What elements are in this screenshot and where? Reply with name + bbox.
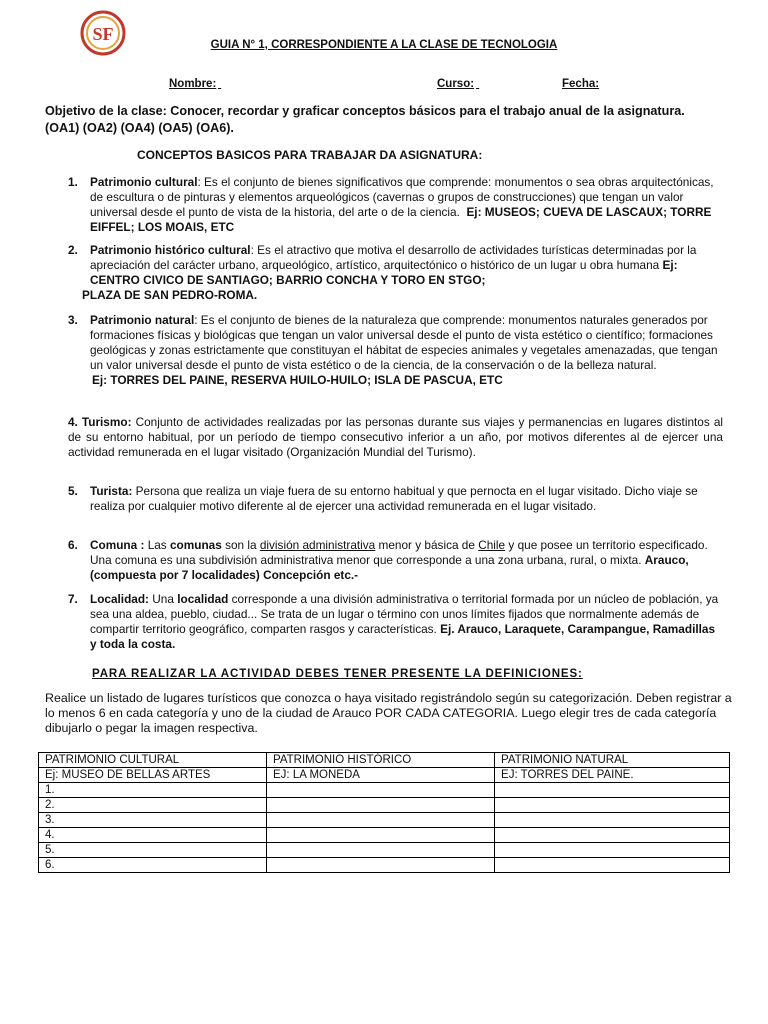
activity-instructions: Realice un listado de lugares turísticos que conozca o haya visitado registrándolo según su categorización. Deben registrar a lo menos 6 en cada categoría y uno de la ciudad de Arauco POR CADA CATEGORIA. Luego elegir tres de cada categoría dibujarlo o pegar la imagen respectiva.	[45, 691, 732, 735]
logo-text: SF	[92, 24, 114, 44]
table-cell[interactable]	[267, 783, 495, 798]
table-row	[39, 858, 730, 873]
concept-item-2	[68, 243, 723, 303]
table-cell: EJ: LA MONEDA	[267, 768, 495, 783]
table-cell: EJ: TORRES DEL PAINE.	[495, 768, 730, 783]
col-header-cultural: PATRIMONIO CULTURAL	[39, 753, 267, 768]
table-cell: Ej: MUSEO DE BELLAS ARTES	[39, 768, 267, 783]
item-text: Una	[152, 592, 174, 606]
table-row	[39, 828, 730, 843]
objective-line1: Objetivo de la clase: Conocer, recordar y graficar conceptos básicos para el trabajo anual de la asignatura.	[45, 104, 685, 118]
table-cell[interactable]	[495, 798, 730, 813]
item-text: Las	[147, 538, 167, 552]
objective	[45, 103, 735, 137]
item-term: Patrimonio natural	[90, 313, 195, 327]
item-example: Ej. Arauco, Laraquete, Carampangue, Ramadillas y toda la costa.	[90, 622, 716, 651]
table-cell[interactable]: 4.	[39, 828, 267, 843]
nombre-field	[218, 77, 418, 92]
item-term: Patrimonio cultural	[90, 175, 198, 189]
item-example: Ej: TORRES DEL PAINE, RESERVA HUILO-HUILO; ISLA DE PASCUA, ETC	[92, 373, 503, 387]
objective-codes: (OA1) (OA2) (OA4) (OA5) (OA6).	[45, 121, 234, 135]
item-term: Turismo:	[81, 415, 132, 429]
item-term: Patrimonio histórico cultural	[90, 243, 251, 257]
table-cell[interactable]	[267, 813, 495, 828]
concept-item-4	[68, 415, 723, 460]
item-term: Localidad:	[90, 592, 149, 606]
concept-item-6	[68, 538, 723, 583]
table-cell[interactable]: 3.	[39, 813, 267, 828]
nombre-label: Nombre:	[169, 78, 217, 90]
item-text: son la	[225, 538, 257, 552]
concept-item-7	[68, 592, 723, 652]
table-row	[39, 798, 730, 813]
table-cell[interactable]	[267, 828, 495, 843]
page-title: GUIA N° 1, CORRESPONDIENTE A LA CLASE DE TECNOLOGIA	[210, 39, 558, 51]
table-cell[interactable]	[495, 813, 730, 828]
item-text: y que posee un territorio especificado. Una comuna es una subdivisión administrativa menor que corresponde a una zona urbana, rural, o mixta.	[90, 538, 708, 567]
item-text: : Es el conjunto de bienes de la naturaleza que comprende: monumentos naturales generados por formaciones físicas y biológicas que tengan un valor universal desde el punto de vista estético o científico; formaciones geológicas y zonas estrictamente que constituyan el hábitat de especies animales y vegetales amenazadas, que tengan un valor universal desde el punto de vista estético o de la ciencia, de la conservación o de la belleza natural.	[90, 313, 718, 372]
table-cell[interactable]	[495, 828, 730, 843]
table-cell[interactable]	[495, 783, 730, 798]
table-header-row	[39, 753, 730, 768]
col-header-historico: PATRIMONIO HISTÓRICO	[267, 753, 495, 768]
section-title: CONCEPTOS BASICOS PARA TRABAJAR DA ASIGNATURA:	[137, 148, 483, 162]
item-text-bold: comunas	[170, 538, 222, 552]
curso-field	[476, 77, 552, 92]
table-cell[interactable]: 5.	[39, 843, 267, 858]
table-cell[interactable]: 6.	[39, 858, 267, 873]
item-text-bold: localidad	[177, 592, 229, 606]
table-row	[39, 813, 730, 828]
item-text: : Es el atractivo que motiva el desarrollo de actividades turísticas determinadas por la apreciación del carácter urbano, arqueológico, artístico, arquitectónico o histórico de un lugar u obra humana	[90, 243, 697, 272]
item-term: Turista:	[90, 484, 133, 498]
link-division-administrativa[interactable]: división administrativa	[259, 538, 376, 552]
item-number: 2.	[68, 243, 78, 257]
item-number: 5.	[68, 484, 78, 498]
table-cell[interactable]	[267, 843, 495, 858]
table-row	[39, 783, 730, 798]
places-table	[38, 752, 730, 873]
item-example-2: PLAZA DE SAN PEDRO-ROMA.	[82, 288, 258, 302]
item-number: 6.	[68, 538, 78, 552]
table-cell[interactable]: 1.	[39, 783, 267, 798]
col-header-natural: PATRIMONIO NATURAL	[495, 753, 730, 768]
table-row	[39, 843, 730, 858]
table-cell[interactable]	[267, 798, 495, 813]
concept-item-1	[68, 175, 723, 235]
item-number: 1.	[68, 175, 78, 189]
item-example: Ej: MUSEOS; CUEVA DE LASCAUX; TORRE EIFFEL; LOS MOAIS, ETC	[90, 205, 712, 234]
table-cell[interactable]	[495, 843, 730, 858]
item-text: corresponde a una división administrativa o territorial formada por un núcleo de población, ya sea una aldea, pueblo, ciudad... Se trata de un lugar o término con unos límites fijados que normalmente además de compartir territorio geográfico, comparten rasgos y características.	[90, 592, 719, 636]
item-text: menor y básica de	[378, 538, 475, 552]
activity-title: PARA REALIZAR LA ACTIVIDAD DEBES TENER PRESENTE LA DEFINICIONES:	[92, 668, 583, 680]
table-cell[interactable]	[267, 858, 495, 873]
item-text: Conjunto de actividades realizadas por las personas durante sus viajes y permanencias en lugares distintos al de su entorno habitual, por un período de tiempo consecutivo inferior a un año, por motivos diferentes al de ejercer una actividad remunerada en el lugar visitado (Organización Mundial del Turismo).	[68, 415, 723, 459]
table-cell[interactable]: 2.	[39, 798, 267, 813]
item-number: 3.	[68, 313, 78, 327]
table-example-row	[39, 768, 730, 783]
item-number: 7.	[68, 592, 78, 606]
fecha-label: Fecha:	[562, 78, 600, 90]
concept-item-5	[68, 484, 723, 514]
item-text: : Es el conjunto de bienes significativos que comprende: monumentos o sea obras arquitectónicas, de escultura o de pinturas y elementos arqueológicos (cavernas o grupos de construcciones) que tengan un valor universal desde el punto de vista de la historia, del arte o de la ciencia.	[90, 175, 714, 219]
item-number: 4.	[68, 415, 78, 429]
item-term: Comuna :	[90, 538, 145, 552]
concept-item-3	[68, 313, 723, 388]
item-example: Arauco, (compuesta por 7 localidades) Concepción etc.-	[90, 553, 689, 582]
item-example: Ej: CENTRO CIVICO DE SANTIAGO; BARRIO CONCHA Y TORO EN STGO;	[90, 258, 678, 287]
curso-label: Curso:	[437, 78, 475, 90]
link-chile[interactable]: Chile	[478, 538, 506, 552]
item-text: Persona que realiza un viaje fuera de su entorno habitual y que pernocta en el lugar visitado. Dicho viaje se realiza por cualquier motivo diferente al de ejercer una actividad remunerada en el lugar visitado.	[90, 484, 698, 513]
table-cell[interactable]	[495, 858, 730, 873]
